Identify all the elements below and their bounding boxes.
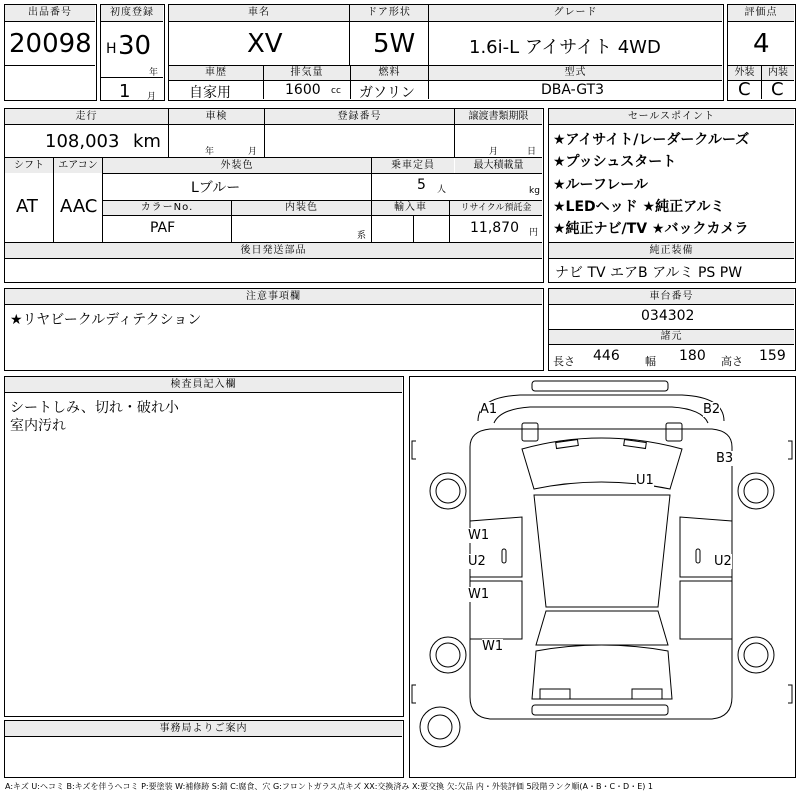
exterior-color: Lブルー <box>191 180 241 196</box>
notes-text: ★リヤビークルディテクション <box>10 312 202 328</box>
capacity-header: 乗車定員 <box>372 158 454 173</box>
reg-year-unit: 年 <box>149 68 159 78</box>
max-load-header: 最大積載量 <box>455 158 542 173</box>
lot-number-box <box>4 4 97 101</box>
office-box <box>4 720 404 778</box>
car-history: 自家用 <box>189 85 231 101</box>
chassis-box <box>548 288 796 371</box>
displacement-unit: cc <box>331 86 341 96</box>
car-diagram-box <box>409 376 796 778</box>
width-value: 180 <box>679 348 706 364</box>
reg-month: 1 <box>119 81 131 102</box>
score-header: 評価点 <box>728 5 794 21</box>
chassis-number-header: 車台番号 <box>549 289 794 304</box>
inspector-header: 検査員記入欄 <box>5 377 402 392</box>
inspection-header: 車検 <box>169 109 264 124</box>
exterior-grade-header: 外装 <box>728 66 761 80</box>
sales-point: ★プッシュスタート <box>553 154 677 170</box>
transfer-doc-month-unit: 月 <box>489 147 499 157</box>
damage-mark-w1: W1 <box>468 587 490 602</box>
inspector-box <box>4 376 404 717</box>
recycle-fee-unit: 円 <box>529 228 539 238</box>
history-header: 車歴 <box>169 66 263 80</box>
damage-mark-w1: W1 <box>468 528 490 543</box>
color-number-header: カラーNo. <box>103 201 231 215</box>
interior-color-unit: 系 <box>357 231 367 241</box>
car-name: XV <box>247 29 283 59</box>
sales-points-box <box>548 108 796 283</box>
import-header: 輸入車 <box>372 201 449 215</box>
damage-mark-u2-left: U2 <box>468 554 486 569</box>
model-code-header: 型式 <box>429 66 722 80</box>
recycle-fee: 11,870 <box>470 220 519 236</box>
inspector-note-line1: シートしみ、切れ・破れ小 <box>10 400 179 416</box>
first-registration-header: 初度登録 <box>101 5 163 21</box>
sales-points-header: セールスポイント <box>549 109 794 124</box>
capacity-unit: 人 <box>437 185 447 195</box>
mileage-unit: km <box>133 131 161 152</box>
shift-header: シフト <box>5 158 53 173</box>
sales-point: ★純正ナビ/TV ★バックカメラ <box>553 221 749 237</box>
damage-mark-b3: B3 <box>716 451 734 466</box>
score-box <box>727 4 796 101</box>
door-header: ドア形状 <box>350 5 428 21</box>
damage-mark-b2: B2 <box>703 402 721 417</box>
lot-number-header: 出品番号 <box>5 5 95 21</box>
office-header: 事務局よりご案内 <box>5 721 402 736</box>
fuel-header: 燃料 <box>351 66 428 80</box>
exterior-color-header: 外装色 <box>103 158 371 173</box>
damage-legend: A:キズ U:ヘコミ B:キズを伴うヘコミ P:要塗装 W:補修跡 S:錆 C:腐食、穴 G:フロントガラス点キズ XX:交換済み X:要交換 欠:欠品 内・外装評価 5段階ランク順(A・B・C・D・E) 1 <box>5 782 654 791</box>
interior-grade-header: 内装 <box>762 66 794 80</box>
mileage: 108,003 <box>45 131 120 152</box>
shift-type: AT <box>16 196 38 217</box>
mileage-header: 走行 <box>5 109 168 124</box>
genuine-equipment: ナビ TV エアB アルミ PS PW <box>555 265 743 281</box>
length-value: 446 <box>593 348 620 364</box>
sales-point: ★LEDヘッド ★純正アルミ <box>553 199 725 215</box>
sales-point: ★ルーフレール <box>553 177 649 193</box>
grade-header: グレード <box>429 5 722 21</box>
damage-mark-a1: A1 <box>480 402 498 417</box>
grade: 1.6i-L アイサイト 4WD <box>469 37 661 58</box>
aircon-header: エアコン <box>54 158 102 173</box>
recycle-header: リサイクル預託金 <box>450 201 542 215</box>
era: H <box>106 41 117 57</box>
max-load-unit: kg <box>529 186 540 196</box>
color-number: PAF <box>150 220 176 236</box>
inspection-month-unit: 月 <box>248 147 258 157</box>
interior-color-header: 内装色 <box>232 201 371 215</box>
genuine-equipment-header: 純正装備 <box>549 243 794 258</box>
damage-mark-w1: W1 <box>482 639 504 654</box>
specs-header: 諸元 <box>549 330 794 344</box>
vehicle-info-box <box>168 4 724 101</box>
inspection-year-unit: 年 <box>205 147 215 157</box>
reg-month-unit: 月 <box>147 92 157 102</box>
chassis-number: 034302 <box>641 308 695 324</box>
length-label: 長さ <box>553 355 575 368</box>
first-registration-box <box>100 4 165 101</box>
sales-point: ★アイサイト/レーダークルーズ <box>553 132 750 148</box>
registration-number-header: 登録番号 <box>265 109 454 124</box>
reg-year: 30 <box>118 31 152 61</box>
car-name-header: 車名 <box>169 5 349 21</box>
car-diagram <box>410 377 794 776</box>
aircon-type: AAC <box>60 196 98 217</box>
inspector-note-line2: 室内汚れ <box>10 418 66 434</box>
overall-score: 4 <box>753 29 770 59</box>
notes-header: 注意事項欄 <box>5 289 542 304</box>
model-code: DBA-GT3 <box>541 82 605 98</box>
transfer-doc-day-unit: 日 <box>527 147 537 157</box>
damage-mark-u2-right: U2 <box>714 554 732 569</box>
height-value: 159 <box>759 348 786 364</box>
damage-mark-u1: U1 <box>636 473 654 488</box>
later-parts-header: 後日発送部品 <box>5 243 542 258</box>
width-label: 幅 <box>645 355 656 368</box>
door-type: 5W <box>373 29 416 59</box>
displacement: 1600 <box>285 82 321 98</box>
capacity: 5 <box>417 177 426 193</box>
notes-box <box>4 288 544 371</box>
exterior-grade: C <box>738 79 751 100</box>
transfer-doc-header: 譲渡書類期限 <box>455 109 542 124</box>
interior-grade: C <box>771 79 784 100</box>
lot-number: 20098 <box>9 29 92 59</box>
details-box <box>4 108 544 283</box>
height-label: 高さ <box>721 355 743 368</box>
displacement-header: 排気量 <box>264 66 350 80</box>
fuel: ガソリン <box>359 85 415 101</box>
